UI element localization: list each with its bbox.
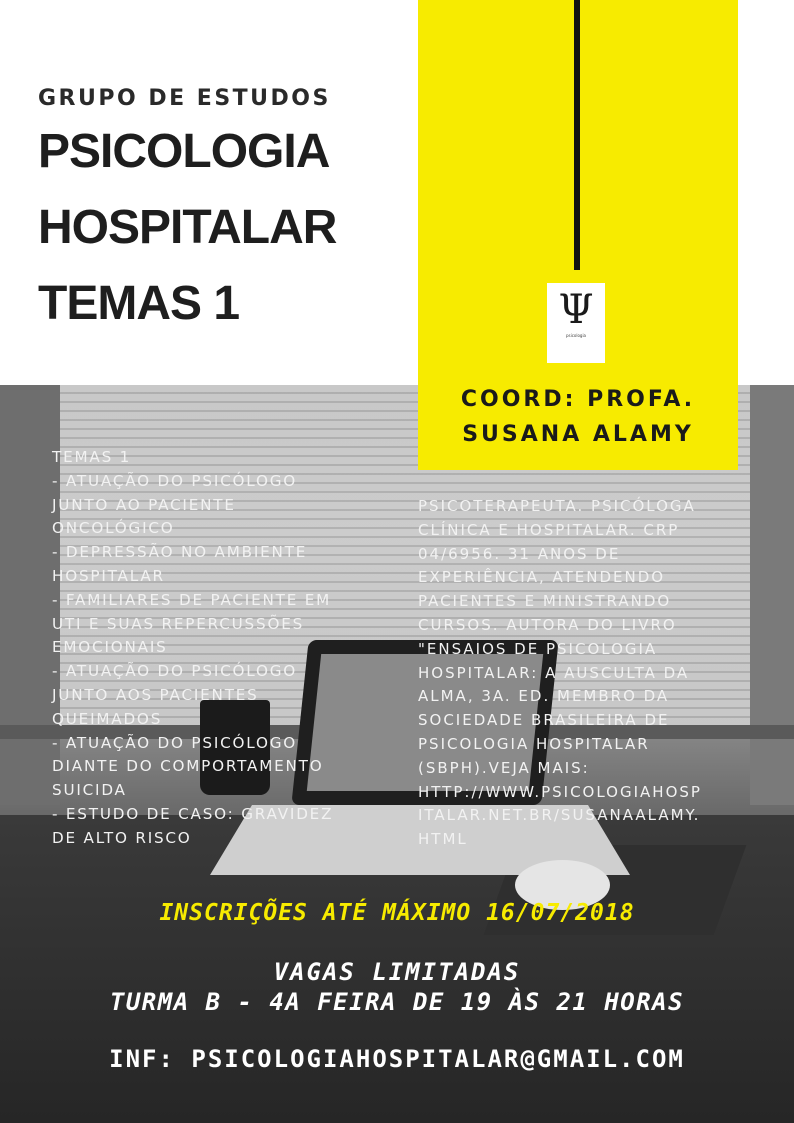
coordinator-block <box>418 382 738 452</box>
limited-spots: VAGAS LIMITADAS <box>273 958 521 986</box>
page-title-line-3: TEMAS 1 <box>38 277 240 330</box>
bio-line: (SBPH).VEJA MAIS: <box>418 758 590 777</box>
topic-line: - FAMILIARES DE PACIENTE EM <box>52 590 332 609</box>
bio-link-line[interactable]: HTTP://WWW.PSICOLOGIAHOSP <box>418 782 702 801</box>
page-title-line-2: HOSPITALAR <box>38 201 337 254</box>
topic-line: QUEIMADOS <box>52 709 163 728</box>
logo-caption: psicologia <box>565 333 587 338</box>
contact-email[interactable]: INF: PSICOLOGIAHOSPITALAR@GMAIL.COM <box>109 1045 685 1073</box>
topic-line: - ESTUDO DE CASO: GRAVIDEZ <box>52 804 334 823</box>
bio-line: CLÍNICA E HOSPITALAR. CRP <box>418 520 680 539</box>
topic-line: DE ALTO RISCO <box>52 828 192 847</box>
coordinator-line-2: SUSANA ALAMY <box>462 422 694 447</box>
bio-line: EXPERIÊNCIA, ATENDENDO <box>418 568 666 587</box>
bio-line: HOSPITALAR: A AUSCULTA DA <box>418 663 690 682</box>
bio-line: SOCIEDADE BRASILEIRA DE <box>418 711 670 730</box>
topics-list <box>52 446 382 851</box>
coordinator-line-1: COORD: PROFA. <box>460 387 696 412</box>
topic-line: UTI E SUAS REPERCUSSÕES <box>52 614 305 633</box>
topic-line: EMOCIONAIS <box>52 638 168 657</box>
window-frame-left <box>0 385 60 805</box>
bio-line: "ENSAIOS DE PSICOLOGIA <box>418 639 658 658</box>
topic-line: SUICIDA <box>52 781 127 800</box>
bio-link-line[interactable]: HTML <box>418 830 468 849</box>
bio-line: ALMA, 3A. ED. MEMBRO DA <box>418 687 670 706</box>
psi-icon: Ψ <box>558 287 594 333</box>
bio-line: PACIENTES E MINISTRANDO <box>418 592 672 611</box>
bio-line: CURSOS. AUTORA DO LIVRO <box>418 615 677 634</box>
registration-deadline: INSCRIÇÕES ATÉ MÁXIMO 16/07/2018 <box>159 900 635 926</box>
page-subtitle: GRUPO DE ESTUDOS <box>38 86 331 111</box>
topic-line: - ATUAÇÃO DO PSICÓLOGO <box>52 471 298 490</box>
topic-line: - ATUAÇÃO DO PSICÓLOGO <box>52 662 298 681</box>
topic-line: JUNTO AOS PACIENTES <box>52 685 259 704</box>
topic-line: HOSPITALAR <box>52 566 165 585</box>
topic-line: JUNTO AO PACIENTE <box>52 495 236 514</box>
coordinator-bio <box>418 495 748 852</box>
bio-link-line[interactable]: ITALAR.NET.BR/SUSANAALAMY. <box>418 806 701 825</box>
bio-line: 04/6956. 31 ANOS DE <box>418 544 621 563</box>
topic-line: ONCOLÓGICO <box>52 519 175 538</box>
window-frame-right <box>750 385 794 805</box>
bio-line: PSICOTERAPEUTA. PSICÓLOGA <box>418 497 696 515</box>
psychology-logo <box>547 283 605 363</box>
topic-line: - DEPRESSÃO NO AMBIENTE <box>52 543 308 562</box>
vertical-divider-line <box>574 0 580 270</box>
page-title-line-1: PSICOLOGIA <box>38 125 330 178</box>
topic-line: DIANTE DO COMPORTAMENTO <box>52 757 324 776</box>
class-schedule: TURMA B - 4A FEIRA DE 19 ÀS 21 HORAS <box>109 988 685 1016</box>
topics-heading: TEMAS 1 <box>52 448 132 466</box>
topic-line: - ATUAÇÃO DO PSICÓLOGO <box>52 733 298 752</box>
bio-line: PSICOLOGIA HOSPITALAR <box>418 734 650 753</box>
